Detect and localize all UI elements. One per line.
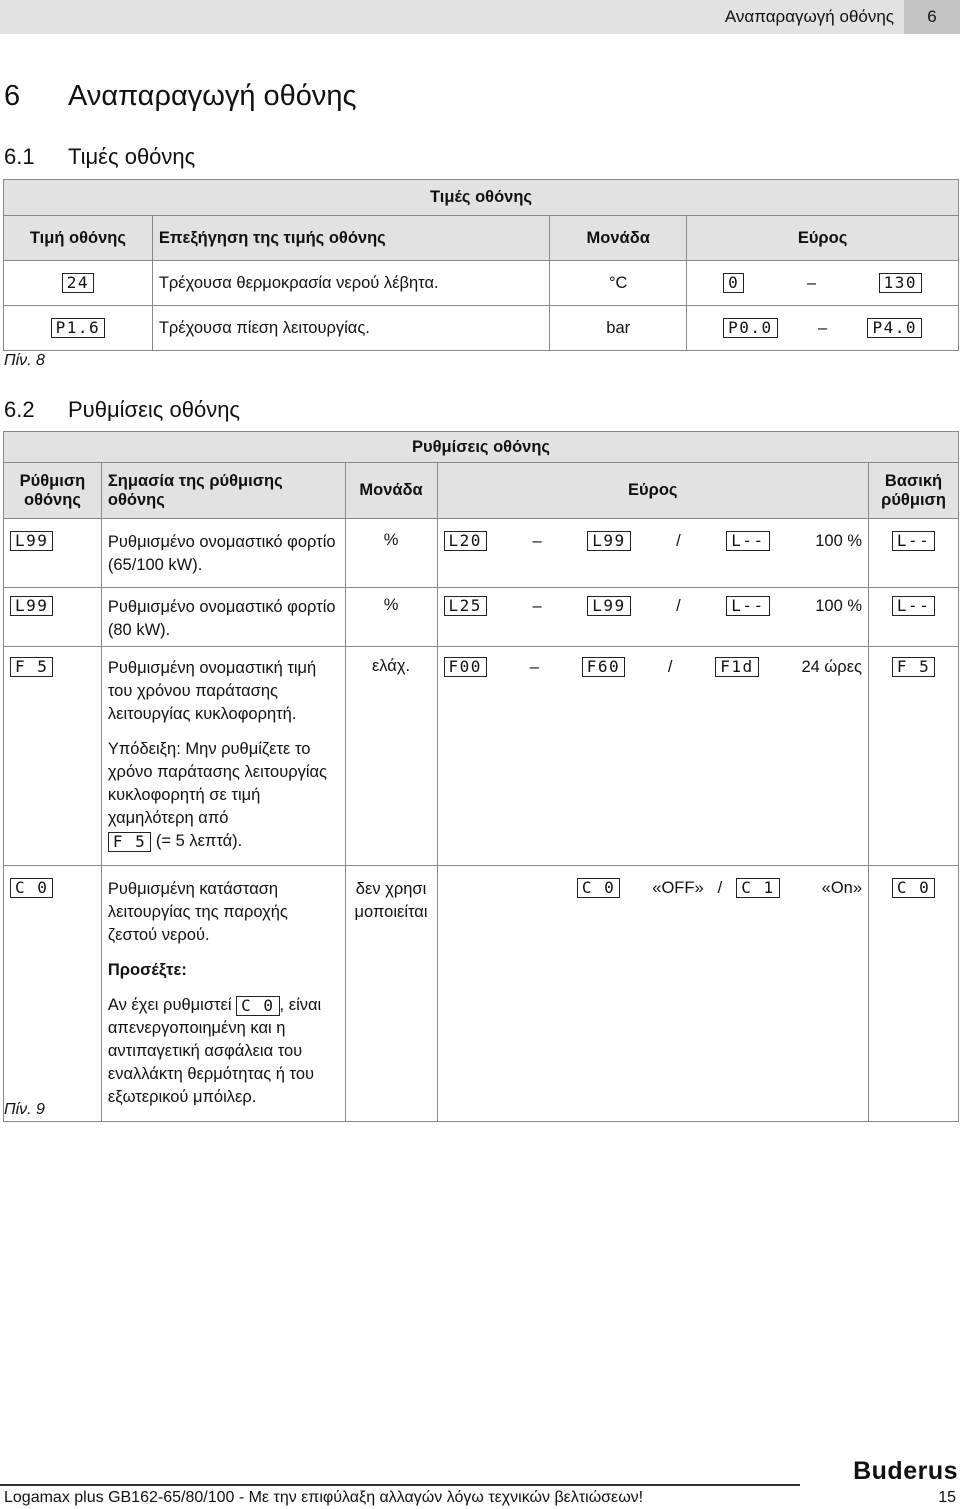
header-chapter-number: 6 xyxy=(904,0,960,34)
lcd-alt-value: L-- xyxy=(726,531,769,551)
setting-description: Ρυθμισμένο ονομαστικό φορτίο (65/100 kW). xyxy=(101,519,345,588)
table-caption: Πίν. 9 xyxy=(4,1101,45,1118)
off-label: «OFF» xyxy=(652,878,704,897)
setting-description: Ρυθμισμένη κατάσταση λειτουργίας της παροχής ζεστού νερού. xyxy=(107,880,288,944)
range-slash: / xyxy=(667,657,673,676)
unit: % xyxy=(345,519,437,588)
lcd-range-to: P4.0 xyxy=(867,318,922,338)
lcd-display: L99 xyxy=(10,531,53,551)
unit: °C xyxy=(550,261,687,306)
footer-text: Logamax plus GB162-65/80/100 - Με την επιφύλαξη αλλαγών λόγω τεχνικών βελτιώσεων! xyxy=(4,1489,644,1506)
lcd-range-from: L20 xyxy=(444,531,487,551)
table-row xyxy=(4,647,959,866)
hint-text: Υπόδειξη: Μην ρυθμίζετε το χρόνο παράτασης λειτουργίας κυκλοφορητή σε τιμή χαμηλότερη από xyxy=(107,740,328,827)
lcd-alt-value: F1d xyxy=(715,657,758,677)
display-values-table xyxy=(3,179,959,351)
column-header: Εύρος xyxy=(437,463,869,519)
column-header: Επεξήγηση της τιμής οθόνης xyxy=(152,216,549,261)
caution-text: Αν έχει ρυθμιστεί xyxy=(107,996,232,1014)
lcd-display: 24 xyxy=(62,273,94,293)
on-label: «On» xyxy=(821,878,863,897)
unit: ελάχ. xyxy=(345,647,437,866)
column-header: Ρύθμιση οθόνης xyxy=(4,463,102,519)
table-caption: Πίν. 8 xyxy=(4,352,45,369)
subsection-heading-6-2 xyxy=(4,397,240,423)
lcd-range-to: L99 xyxy=(587,531,630,551)
range-dash: – xyxy=(817,318,828,337)
column-header: Σημασία της ρύθμισης οθόνης xyxy=(101,463,345,519)
subsection-heading-6-1 xyxy=(4,144,195,170)
column-header: Τιμή οθόνης xyxy=(4,216,153,261)
subsection-number: 6.2 xyxy=(4,397,35,422)
lcd-display: C 0 xyxy=(10,878,53,898)
section-title: Αναπαραγωγή οθόνης xyxy=(68,80,357,112)
table-row xyxy=(4,306,959,351)
lcd-range-from: C 0 xyxy=(577,878,620,898)
lcd-display: L99 xyxy=(10,596,53,616)
alt-label: 100 % xyxy=(815,596,863,615)
lcd-range-from: P0.0 xyxy=(723,318,778,338)
alt-label: 24 ώρες xyxy=(801,657,862,676)
unit: δεν χρησιμοποιείται xyxy=(345,866,437,1122)
explanation: Τρέχουσα πίεση λειτουργίας. xyxy=(152,306,549,351)
page-header xyxy=(0,0,960,34)
table-title: Τιμές οθόνης xyxy=(4,180,959,216)
subsection-title: Τιμές οθόνης xyxy=(68,144,196,169)
column-header: Μονάδα xyxy=(550,216,687,261)
lcd-range-from: L25 xyxy=(444,596,487,616)
explanation: Τρέχουσα θερμοκρασία νερού λέβητα. xyxy=(152,261,549,306)
range-slash: / xyxy=(676,531,681,550)
range-dash: – xyxy=(529,657,539,676)
lcd-default: L-- xyxy=(892,596,935,616)
lcd-range-from: 0 xyxy=(723,273,744,293)
column-header: Μονάδα xyxy=(345,463,437,519)
range-slash: / xyxy=(717,878,723,897)
lcd-inline: F 5 xyxy=(108,832,151,852)
range-dash: – xyxy=(532,596,542,615)
range-slash: / xyxy=(676,596,681,615)
lcd-default: L-- xyxy=(892,531,935,551)
subsection-number: 6.1 xyxy=(4,144,35,169)
footer-divider xyxy=(0,1484,800,1486)
lcd-range-to: 130 xyxy=(879,273,922,293)
range-dash: – xyxy=(806,273,817,292)
setting-description: Ρυθμισμένο ονομαστικό φορτίο (80 kW). xyxy=(101,588,345,647)
lcd-default: C 0 xyxy=(892,878,935,898)
header-title: Αναπαραγωγή οθόνης xyxy=(724,7,894,26)
table-title: Ρυθμίσεις οθόνης xyxy=(4,432,959,463)
table-row xyxy=(4,588,959,647)
display-settings-table xyxy=(3,431,959,1122)
subsection-title: Ρυθμίσεις οθόνης xyxy=(68,397,241,422)
lcd-range-to: C 1 xyxy=(736,878,779,898)
lcd-range-to: F60 xyxy=(582,657,625,677)
lcd-display: P1.6 xyxy=(51,318,106,338)
table-row xyxy=(4,519,959,588)
hint-text-end: (= 5 λεπτά). xyxy=(155,832,243,850)
lcd-range-to: L99 xyxy=(587,596,630,616)
section-heading xyxy=(4,80,357,113)
lcd-range-from: F00 xyxy=(444,657,487,677)
alt-label: 100 % xyxy=(815,531,863,550)
caution-text-end: , είναι απενεργοποιημένη και η αντιπαγετική ασφάλεια του εναλλάκτη θερμότητας ή του εξωτερικού μπόιλερ. xyxy=(107,996,322,1106)
unit: % xyxy=(345,588,437,647)
table-row xyxy=(4,866,959,1122)
lcd-default: F 5 xyxy=(892,657,935,677)
lcd-alt-value: L-- xyxy=(726,596,769,616)
column-header: Εύρος xyxy=(687,216,959,261)
page-number: 15 xyxy=(938,1489,956,1506)
caution-note xyxy=(108,994,339,1109)
setting-description: Ρυθμισμένη ονομαστική τιμή του χρόνου παράτασης λειτουργίας κυκλοφορητή. xyxy=(107,659,317,723)
unit: bar xyxy=(550,306,687,351)
range-dash: – xyxy=(532,531,542,550)
caution-label: Προσέξτε: xyxy=(107,961,187,979)
section-number: 6 xyxy=(4,80,21,112)
column-header: Βασική ρύθμιση xyxy=(869,463,959,519)
hint-note xyxy=(108,738,339,853)
lcd-display: F 5 xyxy=(10,657,53,677)
brand-logo: Buderus xyxy=(853,1457,958,1485)
table-row xyxy=(4,261,959,306)
lcd-inline: C 0 xyxy=(236,996,279,1016)
